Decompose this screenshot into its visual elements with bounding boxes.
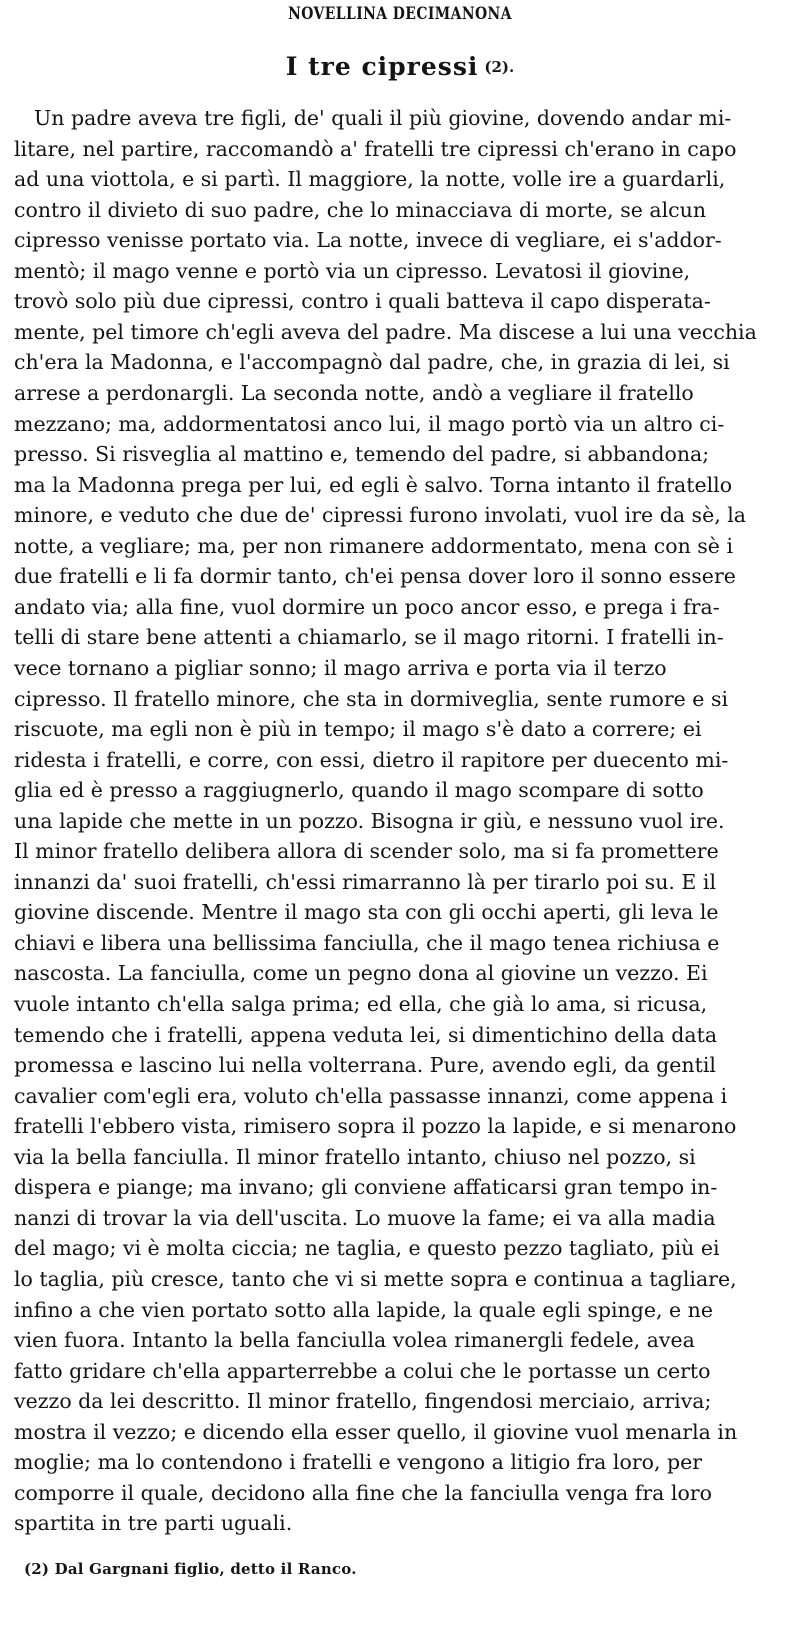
text-line: chiavi e libera una bellissima fanciulla, che il mago tenea richiusa e — [14, 930, 720, 955]
footnote: (2) Dal Gargnani figlio, detto il Ranco. — [24, 1560, 357, 1578]
text-line: ma la Madonna prega per lui, ed egli è salvo. Torna intanto il fratello — [14, 472, 733, 497]
text-line: innanzi da' suoi fratelli, ch'essi rimarranno là per tirarlo poi su. E il — [14, 869, 717, 894]
text-line: vezzo da lei descritto. Il minor fratello, fingendosi merciaio, arriva; — [14, 1389, 712, 1414]
text-line: cipresso. Il fratello minore, che sta in dormiveglia, sente rumore e si — [14, 686, 729, 711]
text-line: del mago; vi è molta ciccia; ne taglia, e questo pezzo tagliato, più ei — [14, 1236, 720, 1261]
text-line: minore, e veduto che due de' cipressi furono involati, vuol ire da sè, la — [14, 503, 747, 528]
text-line: ridesta i fratelli, e corre, con essi, dietro il rapitore per duecento mi- — [14, 747, 729, 772]
chapter-title: NOVELLINA DECIMANONA — [288, 4, 512, 24]
text-line: notte, a vegliare; ma, per non rimanere addormentato, mena con sè i — [14, 533, 734, 558]
text-line: nascosta. La fanciulla, come un pegno dona al giovine un vezzo. Ei — [14, 961, 708, 986]
text-line: promessa e lascino lui nella volterrana. Pure, avendo egli, da gentil — [14, 1053, 716, 1078]
text-line: ad una viottola, e si partì. Il maggiore, la notte, volle ire a guardarli, — [14, 167, 726, 192]
text-line: presso. Si risveglia al mattino e, temendo del padre, si abbandona; — [14, 442, 710, 467]
text-line: Il minor fratello delibera allora di scender solo, ma si fa promettere — [14, 839, 719, 864]
text-line: ch'era la Madonna, e l'accompagnò dal padre, che, in grazia di lei, si — [14, 350, 730, 375]
text-line: andato via; alla fine, vuol dormire un poco ancor esso, e prega i fra- — [14, 594, 720, 619]
text-line: mente, pel timore ch'egli aveva del padre. Ma discese a lui una vecchia — [14, 319, 757, 344]
text-line: cipresso venisse portato via. La notte, invece di vegliare, ei s'addor- — [14, 228, 722, 253]
text-line: dispera e piange; ma invano; gli conviene affaticarsi gran tempo in- — [14, 1175, 718, 1200]
text-line: fratelli l'ebbero vista, rimisero sopra il pozzo la lapide, e si menarono — [14, 1114, 737, 1139]
text-line: via la bella fanciulla. Il minor fratello intanto, chiuso nel pozzo, si — [14, 1144, 696, 1169]
text-line: telli di stare bene attenti a chiamarlo, se il mago ritorni. I fratelli in- — [14, 625, 724, 650]
text-line: mentò; il mago venne e portò via un cipresso. Levatosi il giovine, — [14, 258, 691, 283]
text-line: contro il divieto di suo padre, che lo minacciava di morte, se alcun — [14, 197, 707, 222]
text-line: vien fuora. Intanto la bella fanciulla volea rimanergli fedele, avea — [14, 1328, 695, 1352]
text-line: una lapide che mette in un pozzo. Bisogna ir giù, e nessuno vuol ire. — [14, 808, 725, 833]
text-line: moglie; ma lo contendono i fratelli e vengono a litigio fra loro, per — [14, 1450, 703, 1475]
text-line: comporre il quale, decidono alla fine che la fanciulla venga fra loro — [14, 1480, 712, 1505]
text-line: vece tornano a pigliar sonno; il mago arriva e porta via il terzo — [14, 655, 667, 680]
text-line: arrese a perdonargli. La seconda notte, andò a vegliare il fratello — [14, 380, 694, 405]
text-line: mezzano; ma, addormentatosi anco lui, il mago portò via un altro ci- — [14, 411, 725, 436]
text-line: spartita in tre parti uguali. — [14, 1511, 293, 1536]
footnote-reference: (2). — [484, 58, 515, 76]
text-line: fatto gridare ch'ella apparterrebbe a colui che le portasse un certo — [14, 1358, 711, 1383]
text-line: infino a che vien portato sotto alla lapide, la quale egli spinge, e ne — [14, 1297, 713, 1322]
text-line: nanzi di trovar la via dell'uscita. Lo muove la fame; ei va alla madia — [14, 1205, 716, 1230]
text-line: glia ed è presso a raggiugnerlo, quando il mago scompare di sotto — [14, 778, 704, 803]
text-line: due fratelli e li fa dormir tanto, ch'ei pensa dover loro il sonno essere — [14, 564, 736, 589]
text-line: cavalier com'egli era, voluto ch'ella passasse innanzi, come appena i — [14, 1083, 728, 1108]
text-line: trovò solo più due cipressi, contro i quali batteva il capo disperata- — [14, 289, 711, 314]
text-line: vuole intanto ch'ella salga prima; ed ella, che già lo ama, si ricusa, — [14, 992, 708, 1016]
text-line: mostra il vezzo; e dicendo ella esser quello, il giovine vuol menarla in — [14, 1419, 738, 1444]
text-line: lo taglia, più cresce, tanto che vi si mette sopra e continua a tagliare, — [14, 1266, 737, 1291]
text-line: Un padre aveva tre figli, de' quali il più giovine, dovendo andar mi- — [34, 106, 732, 130]
text-line: giovine discende. Mentre il mago sta con gli occhi aperti, gli leva le — [14, 900, 719, 925]
text-line: riscuote, ma egli non è più in tempo; il mago s'è dato a correre; ei — [14, 717, 702, 741]
text-line: temendo che i fratelli, appena veduta lei, si dimentichino della data — [14, 1022, 718, 1047]
text-line: litare, nel partire, raccomandò a' fratelli tre cipressi ch'erano in capo — [14, 136, 737, 161]
story-title-text: I tre cipressi — [285, 52, 479, 81]
story-title — [0, 52, 800, 82]
